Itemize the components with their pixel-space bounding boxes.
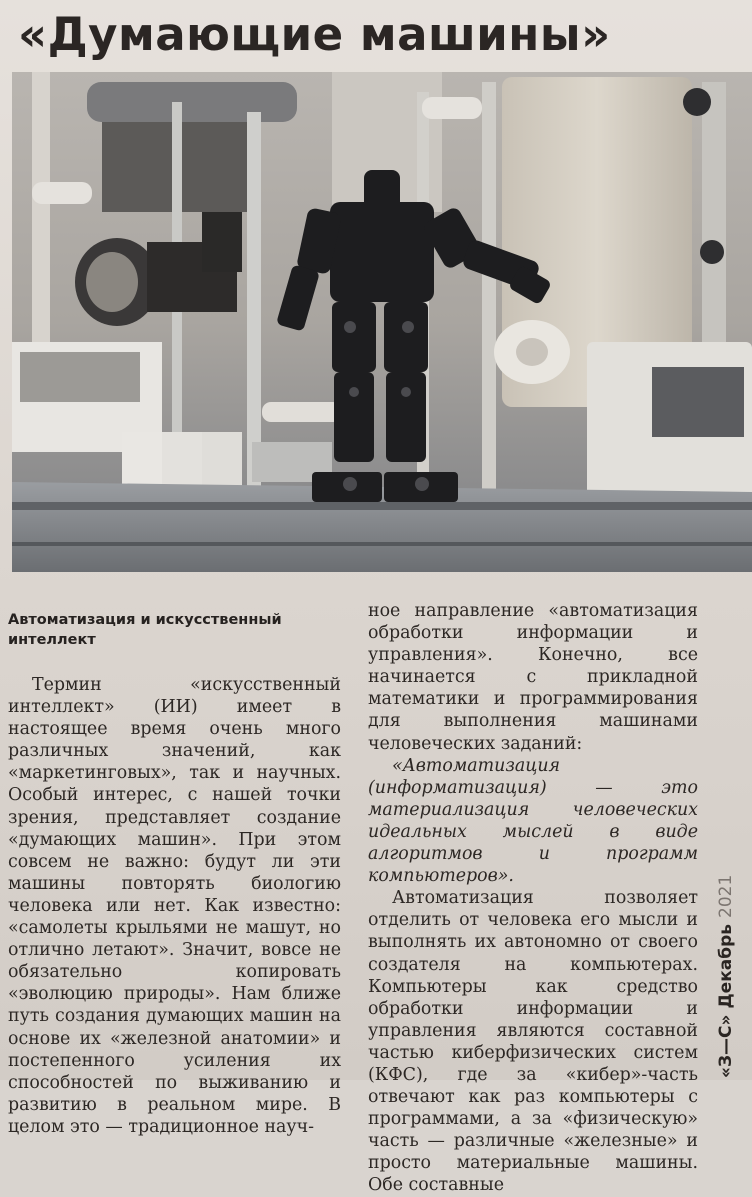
humanoid-robot-photo [12, 72, 752, 572]
left-column [8, 600, 341, 1138]
body-paragraph: ное направление «автоматизация обработки информации и управления». Конечно, все начинается с прикладной математики и программирования для выполнения машинами человеческих заданий: [368, 601, 698, 754]
issue-year: 2021 [716, 874, 736, 918]
body-paragraph: Термин «искусственный интеллект» (ИИ) имеет в настоящее время очень много различных значений, как «маркетинговых», так и научных. Особый интерес, с нашей точки зрения, представляет создание «думающих машин». При этом совсем не важно: будут ли эти машины повторять биологию человека или нет. Как известно: «самолеты крыльями не машут, но отлично летают». Значит, вовсе не обязательно копировать «эволюцию природы». Нам ближе путь создания думающих машин на основе их «железной анатомии» и постепенного усиления их способностей по выживанию и развитию в реальном мире. В целом это — традиционное науч- [8, 675, 341, 1137]
issue-month: Декабрь [716, 924, 736, 1009]
magazine-section: «З—С» [716, 1014, 736, 1078]
page-headline: «Думающие машины» [18, 8, 611, 61]
quote-paragraph: «Автоматизация (информатизация) — это материализация человеческих идеальных мыслей в виде алгоритмов и программ компьютеров». [368, 755, 698, 887]
body-paragraph: Автоматизация позволяет отделить от человека его мысли и выполнять их автономно от своего создателя на компьютерах. Компьютеры как средство обработки информации и управления являются составной частью киберфизических систем (КФС), где за «кибер»-часть отвечают как раз компьютеры с программами, а за «физическую» часть — различные «железные» и просто материальные машины. Обе составные [368, 888, 698, 1196]
page-footer-vertical [716, 875, 736, 1078]
right-column [368, 600, 698, 1197]
section-subhead: Автоматизация и искусственный интеллект [8, 612, 282, 648]
